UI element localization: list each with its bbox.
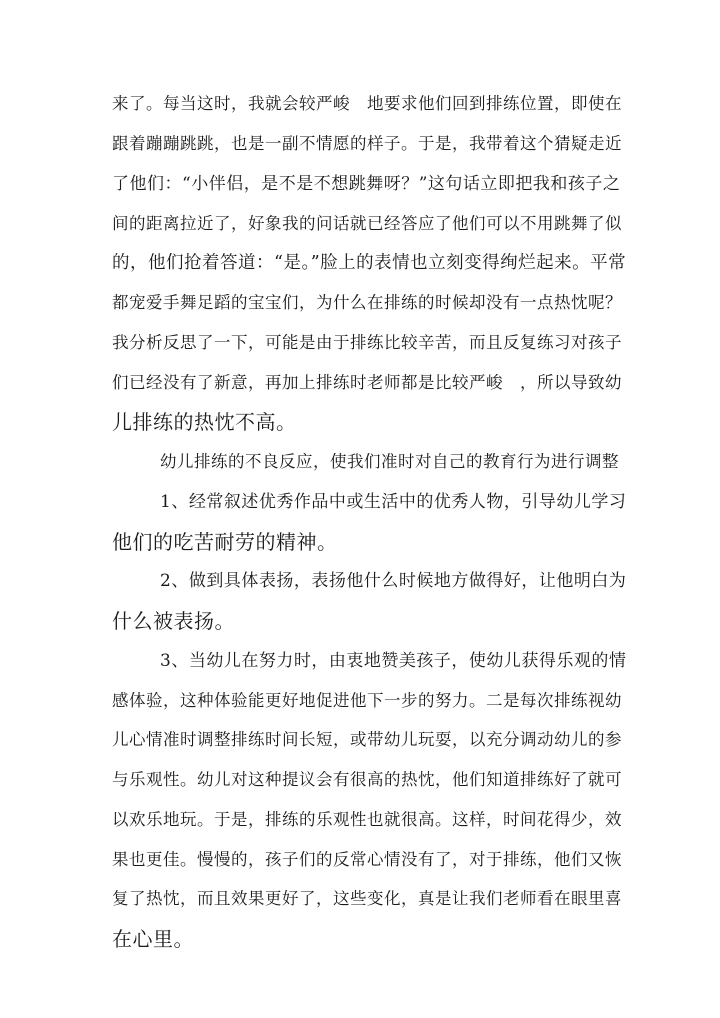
list-item-3: 3、当幼儿在努力时，由衷地赞美孩子，使幼儿获得乐观的情 bbox=[160, 651, 627, 671]
text-line: 感体验，这种体验能更好地促进他下一步的努力。二是每次排练视幼 bbox=[112, 691, 622, 710]
text-line: 我分析反思了一下，可能是由于排练比较辛苦，而且反复练习对孩子 bbox=[112, 333, 622, 352]
text-line: 在心里。 bbox=[112, 927, 194, 951]
text-line: 们已经没有了新意，再加上排练时老师都是比较严峻 ，所以导致幼 bbox=[112, 373, 622, 392]
text-line: 间的距离拉近了，好象我的问话就已经答应了他们可以不用跳舞了似 bbox=[112, 214, 622, 233]
text-line: 来了。每当这时，我就会较严峻 地要求他们回到排练位置，即使在 bbox=[112, 94, 622, 113]
text-line: 果也更佳。慢慢的，孩子们的反常心情没有了，对于排练，他们又恢 bbox=[112, 850, 622, 869]
text-line: 他们的吃苦耐劳的精神。 bbox=[112, 530, 338, 554]
text-line: 儿心情准时调整排练时间长短，或带幼儿玩耍，以充分调动幼儿的参 bbox=[112, 730, 622, 749]
list-item-2: 2、做到具体表扬，表扬他什么时候地方做得好，让他明白为 bbox=[160, 571, 627, 591]
paragraph-heading: 幼儿排练的不良反应，使我们准时对自己的教育行为进行调整 bbox=[160, 452, 619, 471]
text-line: 了他们：“小伴侣，是不是不想跳舞呀？”这句话立即把我和孩子之 bbox=[112, 174, 621, 194]
text-line: 以欢乐地玩。于是，排练的乐观性也就很高。这样，时间花得少，效 bbox=[112, 810, 622, 829]
text-line: 都宠爱手舞足蹈的宝宝们，为什么在排练的时候却没有一点热忱呢？ bbox=[112, 293, 622, 312]
text-line: 与乐观性。幼儿对这种提议会有很高的热忱，他们知道排练好了就可 bbox=[112, 770, 622, 789]
text-line: 的，他们抢着答道：“是。”脸上的表情也立刻变得绚烂起来。平常 bbox=[112, 253, 627, 273]
text-line: 什么被表扬。 bbox=[112, 609, 235, 633]
text-line: 儿排练的热忱不高。 bbox=[112, 410, 297, 434]
text-line: 复了热忱，而且效果更好了，这些变化，真是让我们老师看在眼里喜 bbox=[112, 889, 622, 908]
text-line: 跟着蹦蹦跳跳，也是一副不情愿的样子。于是，我带着这个猜疑走近 bbox=[112, 134, 622, 153]
list-item-1: 1、经常叙述优秀作品中或生活中的优秀人物，引导幼儿学习 bbox=[160, 492, 627, 512]
